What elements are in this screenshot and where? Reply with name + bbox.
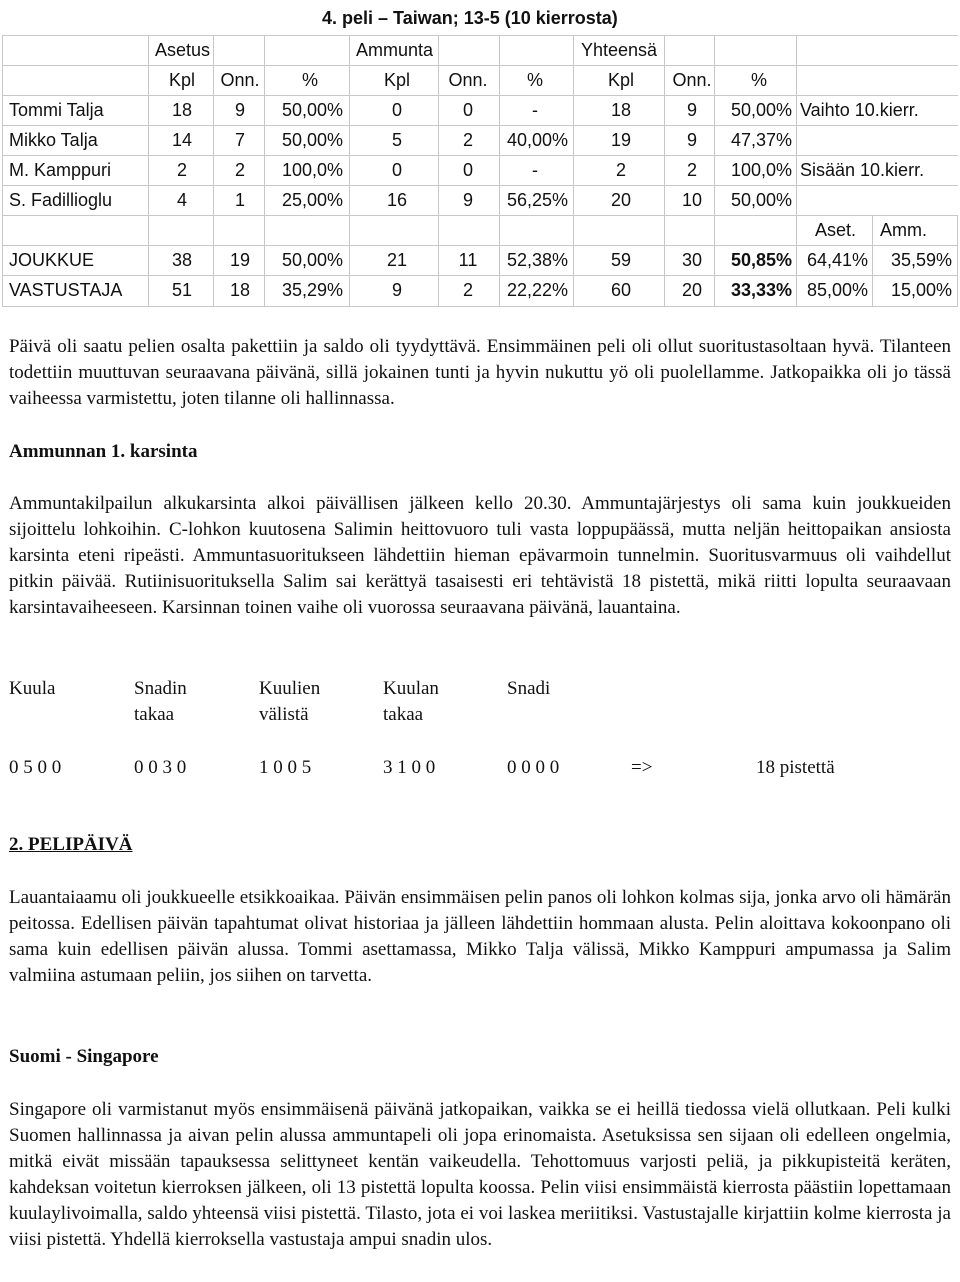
score-value: 0 0 3 0: [134, 757, 187, 778]
paragraph-karsinta: Ammuntakilpailun alkukarsinta alkoi päivällisen jälkeen kello 20.30. Ammuntajärjestys oli sama kuin joukkueiden sijoittelu lohkoihin. C-lohkon kuutosena Salimin heittovuoro tuli vasta loppupäässä, mutta neljän heittopaikan ansiosta karsinta eteni ripeästi. Ammuntasuoritukseen lähdettiin hieman epävarmoin tunnelmin. Suoritusvarmuus oli vaihdellut pitkin päivää. Rutiinisuorituksella Salim sai kerättyä tasaisesti eri tehtävistä 18 pistettä, mikä riitti lopulta seuraavaan karsintavaiheeseen. Karsinnan toinen vaihe oli vuorossa seuraavana päivänä, lauantaina.: [9, 493, 951, 618]
table-cell: 38: [171, 250, 193, 270]
grid-line: [499, 35, 500, 306]
grid-line: [714, 35, 715, 306]
table-cell: 5: [391, 130, 403, 150]
grid-line: [264, 35, 265, 306]
heading-match: Suomi - Singapore: [9, 1046, 159, 1067]
table-cell: 18: [610, 100, 632, 120]
table-cell-total: 33,33%: [730, 280, 792, 300]
table-cell: 7: [234, 130, 246, 150]
score-total: 18 pistettä: [756, 757, 835, 778]
subheader-cell: %: [526, 70, 544, 90]
table-cell: 9: [686, 100, 698, 120]
table-cell: 35,29%: [281, 280, 343, 300]
subheader-cell: Onn.: [672, 70, 712, 90]
score-value: 0 0 0 0: [507, 757, 560, 778]
table-cell: 100,0%: [730, 160, 792, 180]
table-cell: 20: [681, 280, 703, 300]
score-header-line2: välistä: [259, 704, 309, 725]
table-cell: 64,41%: [806, 250, 868, 270]
group-header-ammunta: Ammunta: [356, 40, 434, 60]
table-cell: 9: [391, 280, 403, 300]
grid-line: [872, 215, 873, 306]
table-cell: 56,25%: [506, 190, 568, 210]
grid-line: [148, 35, 149, 306]
score-header: Kuula: [9, 678, 56, 699]
subheader-cell: %: [301, 70, 319, 90]
score-header: Kuulien: [259, 678, 321, 699]
extra-header-aset: Aset.: [815, 220, 857, 240]
score-header-line2: takaa: [383, 704, 424, 725]
player-name: M. Kamppuri: [9, 160, 112, 180]
paragraph-summary: Päivä oli saatu pelien osalta pakettiin ja saldo oli tyydyttävä. Ensimmäinen peli oli ollut suoritustasoltaan hyvä. Tilanteen todettiin muuttuvan seuraavana päivänä, sillä jokainen tunti ja hyvin nukuttu yö oli puolellamme. Jatkopaikka oli jo tässä vaiheessa varmistettu, joten tilanne oli hallinnassa.: [9, 336, 951, 409]
score-header-line2: takaa: [134, 704, 175, 725]
table-cell: 14: [171, 130, 193, 150]
table-cell: 9: [686, 130, 698, 150]
row-note: Vaihto 10.kierr.: [800, 100, 919, 120]
table-cell: 47,37%: [730, 130, 792, 150]
group-header-asetus: Asetus: [155, 40, 211, 60]
grid-line: [2, 185, 958, 186]
score-header: Kuulan: [383, 678, 439, 699]
table-cell: 50,00%: [281, 250, 343, 270]
table-cell: 9: [462, 190, 474, 210]
table-cell: 2: [615, 160, 627, 180]
table-cell: 2: [686, 160, 698, 180]
grid-line: [2, 306, 958, 307]
player-name: Tommi Talja: [9, 100, 104, 120]
subheader-cell: Kpl: [383, 70, 411, 90]
table-cell-total: 50,85%: [730, 250, 792, 270]
grid-line: [2, 275, 958, 276]
table-cell: 2: [234, 160, 246, 180]
table-cell: 0: [462, 100, 474, 120]
table-cell: 15,00%: [890, 280, 952, 300]
table-cell: 35,59%: [890, 250, 952, 270]
team-name: VASTUSTAJA: [9, 280, 123, 300]
player-name: S. Fadillioglu: [9, 190, 113, 210]
table-cell: -: [532, 160, 538, 180]
table-cell: 0: [462, 160, 474, 180]
table-cell: 50,00%: [730, 190, 792, 210]
player-name: Mikko Talja: [9, 130, 98, 150]
paragraph-pelipaiva: Lauantaiaamu oli joukkueelle etsikkoaikaa. Päivän ensimmäisen pelin panos oli lohkon kolmas sija, jonka arvo oli hämärän peitossa. Edellisen päivän tapahtumat olivat historiaa ja jälleen lähdettiin hommaan alusta. Pelin aloittava kokoonpano oli sama kuin edellisen päivän alussa. Tommi asettamassa, Mikko Talja välissä, Mikko Kamppuri ampumassa ja Salim valmiina astumaan peliin, jos siihen on tarvetta.: [9, 887, 951, 986]
table-cell: 25,00%: [281, 190, 343, 210]
group-header-yhteensa: Yhteensä: [581, 40, 658, 60]
heading-karsinta: Ammunnan 1. karsinta: [9, 441, 198, 462]
table-cell: 51: [171, 280, 193, 300]
table-cell: 18: [229, 280, 251, 300]
subheader-cell: Onn.: [448, 70, 488, 90]
score-arrow: =>: [631, 757, 653, 778]
table-cell: 20: [610, 190, 632, 210]
table-cell: 60: [610, 280, 632, 300]
table-cell: 1: [234, 190, 246, 210]
grid-line: [2, 125, 958, 126]
subheader-cell: Onn.: [220, 70, 260, 90]
table-cell: 50,00%: [281, 100, 343, 120]
table-cell: 9: [234, 100, 246, 120]
grid-line: [2, 215, 958, 216]
score-value: 3 1 0 0: [383, 757, 436, 778]
table-cell: 50,00%: [281, 130, 343, 150]
grid-line: [2, 95, 958, 96]
grid-line: [2, 35, 3, 306]
table-cell: 50,00%: [730, 100, 792, 120]
grid-line: [2, 155, 958, 156]
table-cell: 100,0%: [281, 160, 343, 180]
table-cell: 2: [462, 130, 474, 150]
table-cell: 19: [610, 130, 632, 150]
grid-line: [664, 35, 665, 306]
table-cell: 19: [229, 250, 251, 270]
table-cell: 52,38%: [506, 250, 568, 270]
grid-line: [349, 35, 350, 306]
heading-pelipaiva: 2. PELIPÄIVÄ: [9, 834, 133, 855]
grid-line: [2, 65, 958, 66]
team-name: JOUKKUE: [9, 250, 95, 270]
table-cell: 85,00%: [806, 280, 868, 300]
paragraph-match: Singapore oli varmistanut myös ensimmäisenä päivänä jatkopaikan, vaikka se ei heillä tiedossa vielä ollutkaan. Peli kulki Suomen hallinnassa ja aivan pelin alussa ammuntapeli oli jopa erinomaista. Asetuksissa sen sijaan oli edelleen ongelmia, mitkä eivät missään tapauksessa selittyneet kentän vaikeudella. Tehottomuus varjosti peliä, ja pikkupisteitä keräten, kahdeksan voitetun kierroksen jälkeen, oli 13 pistettä lopulta koossa. Pelin viisi ensimmäistä kierrosta päästiin lopettamaan kuulaylivoimalla, saldo yhteensä viisi pistettä. Tilasto, jota ei voi laskea meriitiksi. Vastustajalle kirjattiin kolme kierrosta ja viisi pistettä. Yhdellä kierroksella vastustaja ampui snadin ulos.: [9, 1099, 951, 1250]
grid-line: [438, 35, 439, 306]
results-table: [0, 0, 958, 310]
table-cell: 22,22%: [506, 280, 568, 300]
grid-line: [957, 215, 958, 306]
subheader-cell: Kpl: [168, 70, 196, 90]
grid-line: [2, 245, 958, 246]
table-cell: 16: [386, 190, 408, 210]
grid-line: [213, 35, 214, 306]
score-value: 1 0 0 5: [259, 757, 312, 778]
table-cell: 21: [386, 250, 408, 270]
row-note: Sisään 10.kierr.: [800, 160, 925, 180]
grid-line: [573, 35, 574, 306]
table-cell: 0: [391, 100, 403, 120]
table-cell: 59: [610, 250, 632, 270]
table-cell: 30: [681, 250, 703, 270]
score-value: 0 5 0 0: [9, 757, 62, 778]
grid-line: [2, 35, 958, 36]
subheader-cell: Kpl: [607, 70, 635, 90]
table-cell: 10: [681, 190, 703, 210]
table-cell: 4: [176, 190, 188, 210]
table-cell: -: [532, 100, 538, 120]
table-title: 4. peli – Taiwan; 13-5 (10 kierrosta): [322, 8, 618, 28]
table-cell: 18: [171, 100, 193, 120]
table-cell: 11: [458, 250, 478, 270]
subheader-cell: %: [750, 70, 768, 90]
table-cell: 0: [391, 160, 403, 180]
extra-header-amm: Amm.: [880, 220, 927, 240]
grid-line: [796, 35, 797, 306]
table-cell: 40,00%: [506, 130, 568, 150]
score-header: Snadin: [134, 678, 187, 699]
table-cell: 2: [462, 280, 474, 300]
score-header: Snadi: [507, 678, 551, 699]
table-cell: 2: [176, 160, 188, 180]
